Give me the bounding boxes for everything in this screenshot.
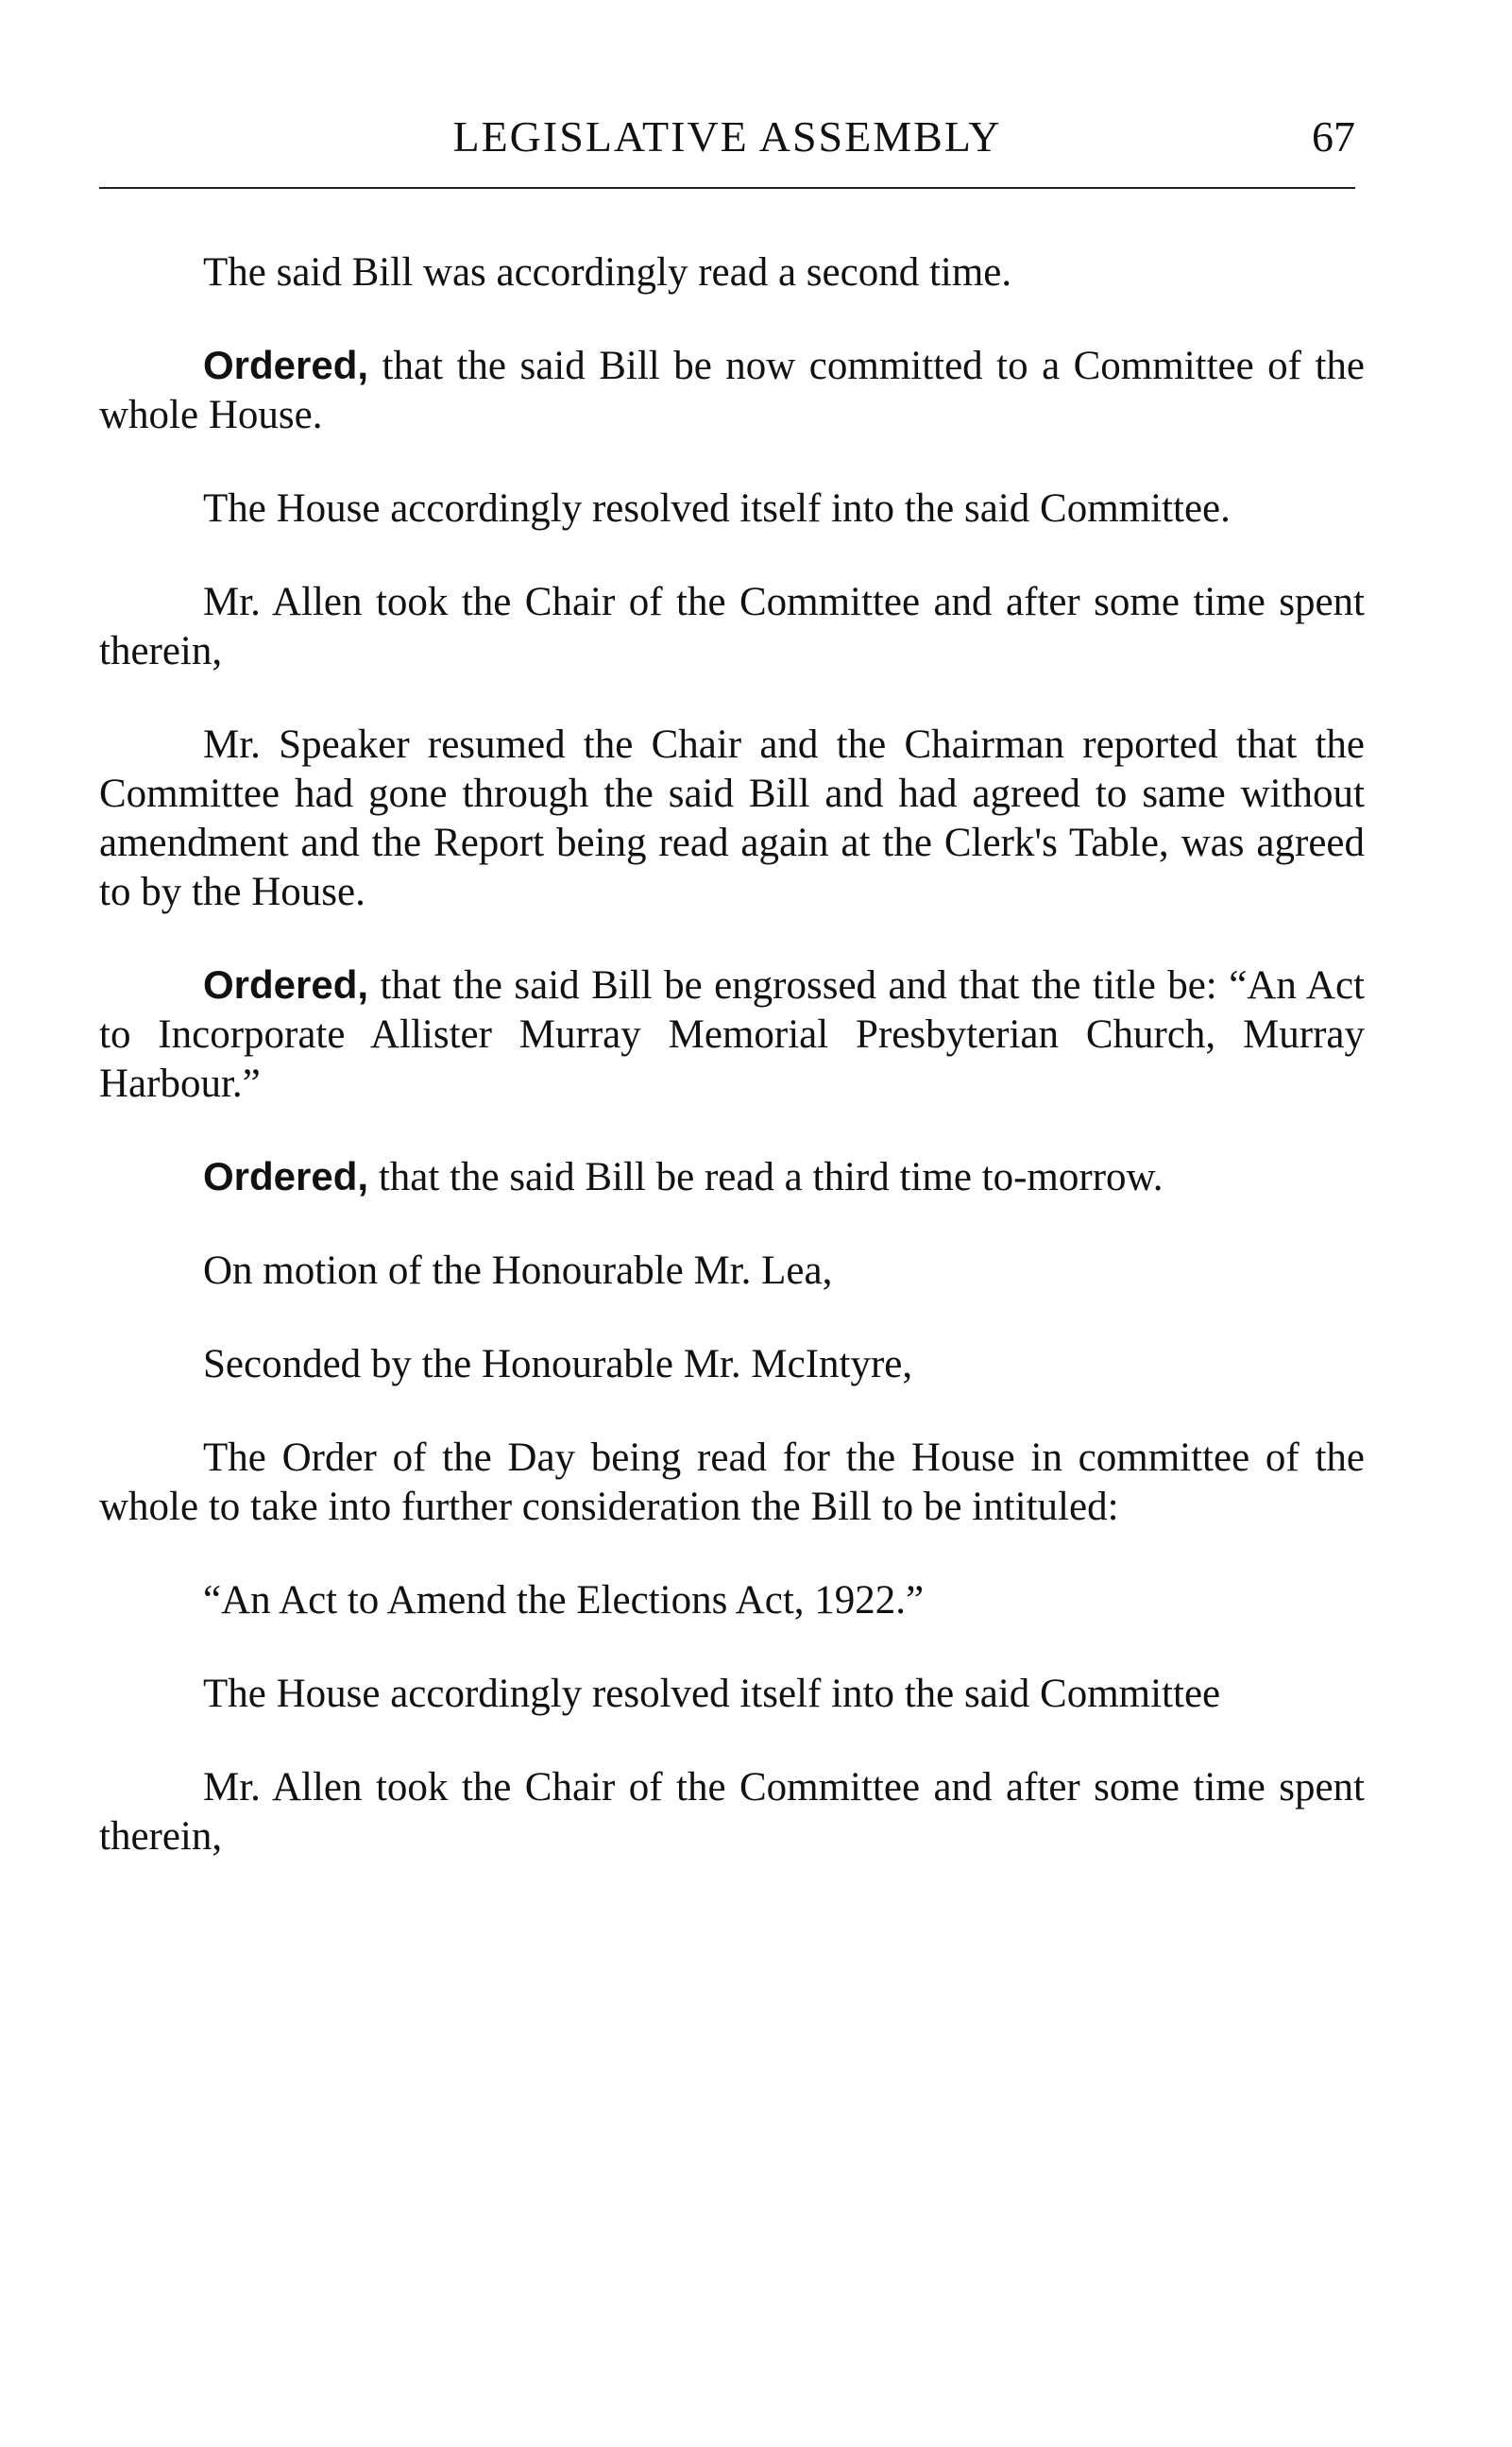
paragraph-text: that the said Bill be engrossed and that the title be: “An Act to Incorporate Allister Murray Memorial Presbyterian Church, Murray Harbour.”	[99, 963, 1365, 1106]
header-divider	[99, 187, 1355, 189]
paragraph-text: “An Act to Amend the Elections Act, 1922.”	[203, 1578, 925, 1623]
paragraph-speaker-resumed	[99, 720, 1365, 917]
paragraph-lead: Ordered,	[203, 1154, 369, 1198]
paragraph-text: The said Bill was accordingly read a second time.	[203, 250, 1012, 295]
paragraph-chair-taken	[99, 577, 1365, 676]
paragraph-bill-title	[99, 1575, 1365, 1625]
paragraph-text: that the said Bill be now committed to a Committee of the whole House.	[99, 344, 1365, 437]
paragraph-lead: Ordered,	[203, 962, 369, 1007]
paragraph-text: The House accordingly resolved itself into the said Committee	[203, 1672, 1221, 1716]
page-header	[99, 111, 1355, 168]
paragraph-chair-taken-2	[99, 1762, 1365, 1861]
paragraph-order-third-reading	[99, 1152, 1365, 1202]
paragraph-house-resolved	[99, 484, 1365, 534]
paragraph-text: The Order of the Day being read for the House in committee of the whole to take into further consideration the Bill to be intituled:	[99, 1436, 1365, 1529]
paragraph-text: The House accordingly resolved itself into the said Committee.	[203, 486, 1231, 531]
body-text	[99, 247, 1365, 1905]
paragraph-house-resolved-2	[99, 1669, 1365, 1719]
paragraph-text: Mr. Speaker resumed the Chair and the Chairman reported that the Committee had gone through the said Bill and had agreed to same without amendment and the Report being read again at the Clerk's Table, was agreed to by the House.	[99, 722, 1365, 914]
running-head-title: LEGISLATIVE ASSEMBLY	[452, 112, 1002, 161]
paragraph-order-of-day	[99, 1433, 1365, 1532]
paragraph-order-committed	[99, 341, 1365, 440]
paragraph-second-reading	[99, 247, 1365, 297]
paragraph-seconded	[99, 1339, 1365, 1389]
paragraph-text: Seconded by the Honourable Mr. McIntyre,	[203, 1342, 913, 1386]
paragraph-motion	[99, 1246, 1365, 1296]
paragraph-text: Mr. Allen took the Chair of the Committee and after some time spent therein,	[99, 580, 1365, 673]
paragraph-text: Mr. Allen took the Chair of the Committee and after some time spent therein,	[99, 1765, 1365, 1859]
paragraph-text: On motion of the Honourable Mr. Lea,	[203, 1249, 833, 1293]
paragraph-text: that the said Bill be read a third time to-morrow.	[368, 1155, 1164, 1199]
page-number: 67	[1312, 112, 1355, 161]
paragraph-order-engrossed	[99, 960, 1365, 1109]
paragraph-lead: Ordered,	[203, 343, 369, 387]
